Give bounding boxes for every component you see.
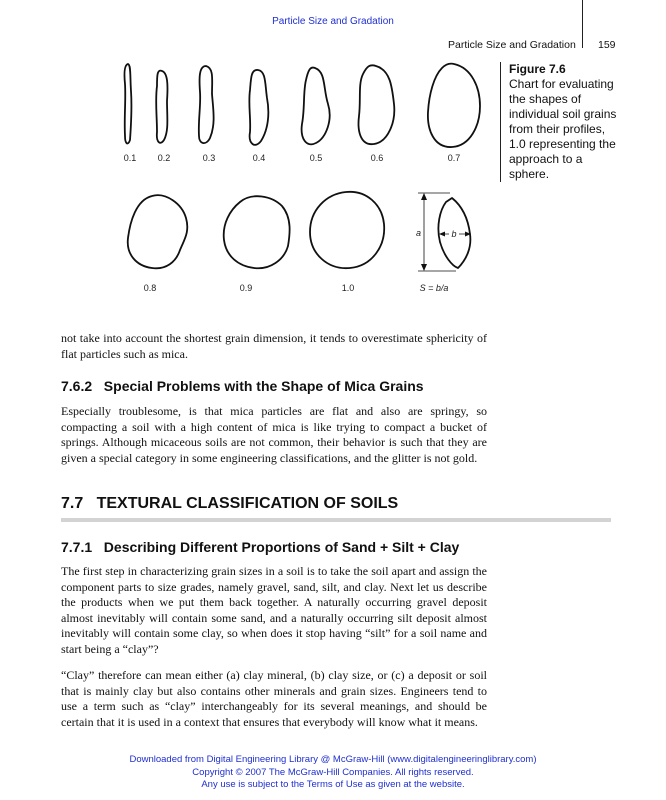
sphericity-label: 0.6 xyxy=(370,153,384,163)
dim-b-arrow-left xyxy=(439,232,445,237)
sphericity-label: 0.7 xyxy=(447,153,461,163)
figure-caption xyxy=(500,62,619,182)
figure-caption-title: Figure 7.6 xyxy=(509,62,566,76)
grain-outline-0.8 xyxy=(128,195,188,268)
heading-7-6-2: 7.6.2 Special Problems with the Shape of Mica Grains xyxy=(61,378,424,394)
grain-outline-1.0 xyxy=(310,192,384,268)
footer-copyright: Copyright © 2007 The McGraw-Hill Companies. All rights reserved. xyxy=(192,766,474,778)
grain-outline-0.5 xyxy=(302,68,330,145)
grain-outline-0.2 xyxy=(156,71,167,143)
paragraph-mica: Especially troublesome, is that mica particles are flat and also are springy, so compacting a soil with a high content of mica is like trying to compact a bucket of springs. Although micaceous soils are not common, their behavior is such that they are given a special category in some engineering classifications, and the glitter is not gold. xyxy=(61,404,487,465)
paragraph-grain-sizes: The first step in characterizing grain sizes in a soil is to take the soil apart and assign the component parts to size grades, namely gravel, sand, silt, and clay. Next let us describe the products when we put them back together. A naturally occurring gravel deposit almost inevitably will contain some sand, and a naturally occurring silt deposit almost inevitably will contain some clay, so when does it stop having “silt” for a soil name and start being a “clay”? xyxy=(61,564,487,656)
sphericity-label: 0.9 xyxy=(239,283,253,293)
heading-7-7-1: 7.7.1 Describing Different Proportions of Sand + Silt + Clay xyxy=(61,539,460,555)
sphericity-label: 0.3 xyxy=(202,153,216,163)
paragraph-sphericity: not take into account the shortest grain dimension, it tends to overestimate sphericity of flat particles such as mica. xyxy=(61,331,487,361)
heading-7-7: 7.7 TEXTURAL CLASSIFICATION OF SOILS xyxy=(61,495,399,512)
grain-shape-figure xyxy=(100,56,500,301)
grain-outline-0.9 xyxy=(224,196,290,268)
figure-caption-text: Chart for evaluating the shapes of individual soil grains from their profiles, 1.0 representing the approach to a sphere. xyxy=(509,77,617,181)
grain-outline-0.1 xyxy=(124,64,131,143)
running-header-title: Particle Size and Gradation xyxy=(448,39,576,51)
sphericity-label: 0.2 xyxy=(157,153,171,163)
dim-a-arrow-down xyxy=(421,264,427,271)
grain-outline-0.4 xyxy=(249,70,268,145)
section-rule xyxy=(61,518,611,522)
grain-outline-0.3 xyxy=(199,66,214,143)
sphericity-label: 0.4 xyxy=(252,153,266,163)
sphericity-label: 0.5 xyxy=(309,153,323,163)
formula-label: S = b/a xyxy=(419,283,449,293)
sphericity-label: 0.1 xyxy=(123,153,137,163)
top-banner: Particle Size and Gradation xyxy=(272,16,394,27)
dim-a-arrow-up xyxy=(421,193,427,200)
header-divider xyxy=(582,0,583,48)
sphericity-label: 0.8 xyxy=(143,283,157,293)
footer-download-link[interactable]: Downloaded from Digital Engineering Library @ McGraw-Hill (www.digitalengineeringlibrary.com) xyxy=(129,754,537,765)
grain-outline-0.6 xyxy=(359,65,395,144)
footer-terms: Any use is subject to the Terms of Use as given at the website. xyxy=(201,779,465,790)
paragraph-clay-meaning: “Clay” therefore can mean either (a) clay mineral, (b) clay size, or (c) a deposit or soil that is mainly clay but also contains other minerals and grain sizes. Engineers tend to use a term such as “clay” interchangeably for its several meanings, and should be certain that it is used in a context that ensures that everybody will know what it means. xyxy=(61,668,487,729)
dim-b-label: b xyxy=(451,229,457,239)
footer xyxy=(0,754,666,792)
dim-a-label: a xyxy=(415,228,421,238)
sphericity-label: 1.0 xyxy=(341,283,355,293)
grain-outline-0.7 xyxy=(428,64,480,147)
page-number: 159 xyxy=(598,39,616,51)
